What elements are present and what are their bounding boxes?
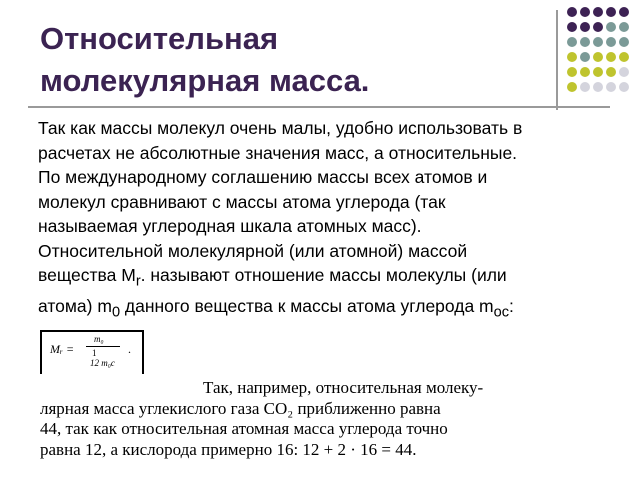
decorative-dot [580,37,590,47]
slide-title [40,18,540,102]
decorative-dot [567,7,577,17]
decorative-dot [593,82,603,92]
decorative-dot [619,37,629,47]
example-paragraph [40,378,620,460]
body-line [38,294,628,325]
decorative-dot [619,52,629,62]
example-line: Так, например, относительная молеку- [203,378,484,397]
body-line: называемая углеродная шкала атомных масс). [38,216,422,236]
decorative-dot [619,7,629,17]
text-run: данного вещества к массы атома углерода m [120,296,494,316]
decorative-dot [619,67,629,77]
decorative-dot [606,7,616,17]
decorative-dot [619,22,629,32]
body-line: Относительной молекулярной (или атомной) массой [38,240,468,261]
decorative-dot [580,52,590,62]
decorative-dot [593,7,603,17]
subscript: r [135,273,141,290]
body-line: расчетах не абсолютные значения масс, а относительные. [38,142,518,163]
title-line-1: Относительная [40,21,279,56]
decorative-dot [606,67,616,77]
formula-denominator: 12 m₀c [90,358,115,368]
text-run: . называют отношение массы молекулы (или [140,265,507,285]
decorative-dot [593,52,603,62]
formula-one: 1 [92,348,97,358]
body-line: Так как массы молекул очень малы, удобно использовать в [38,118,523,138]
decorative-dot [606,52,616,62]
decorative-dot [593,37,603,47]
subscript: 0 [111,304,121,321]
formula-period: . [128,342,131,356]
decorative-dot [580,7,590,17]
decorative-dot [567,67,577,77]
decorative-dot [567,52,577,62]
subscript: oc [493,304,510,321]
horizontal-divider [28,106,610,108]
formula-numerator: m₀ [94,334,104,344]
body-line [38,263,628,294]
text-run: : [509,296,514,316]
formula-lhs: Mᵣ = [50,342,75,356]
body-line: По международному соглашению массы всех атомов и [38,167,488,187]
decorative-dot [567,22,577,32]
formula-image [40,330,144,374]
decorative-dot [606,37,616,47]
decorative-dot [606,22,616,32]
text-run: вещества M [38,265,136,285]
vertical-divider [556,10,558,110]
example-line: 44, так как относительная атомная масса углерода точно [40,419,448,438]
decorative-dot [580,22,590,32]
decorative-dot-grid [567,7,637,107]
decorative-dot [580,82,590,92]
decorative-dot [606,82,616,92]
title-line-2: молекулярная масса. [40,63,370,98]
example-line: равна 12, а кислорода примерно 16: 12 + 2 · 16 = 44. [40,439,417,459]
decorative-dot [567,82,577,92]
decorative-dot [593,67,603,77]
text-run: атома) m [38,296,112,316]
decorative-dot [567,37,577,47]
example-line: лярная масса углекислого газа CO₂ приближенно равна [40,398,441,418]
body-line: молекул сравнивают с массы атома углерода (так [38,191,446,212]
body-paragraph [38,116,628,325]
fraction-bar [86,346,120,347]
decorative-dot [593,22,603,32]
decorative-dot [619,82,629,92]
decorative-dot [580,67,590,77]
